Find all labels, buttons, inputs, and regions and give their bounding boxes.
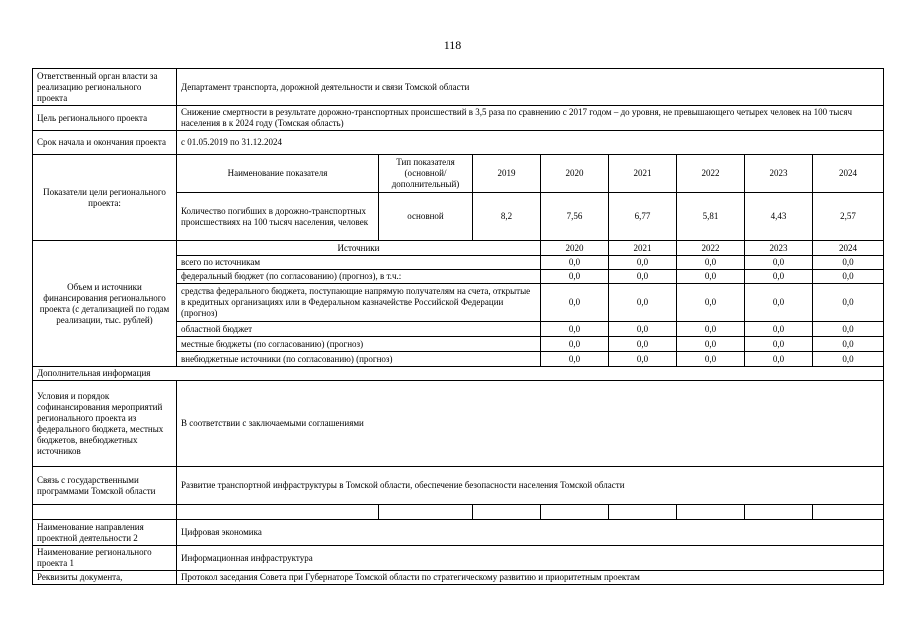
financing-value: 0,0 (813, 270, 884, 284)
empty-cell (677, 505, 745, 520)
empty-cell (379, 505, 473, 520)
financing-year-header: 2021 (609, 241, 677, 256)
financing-label: Объем и источники финансирования регионального проекта (с детализацией по годам реализации, тыс. рублей) (33, 241, 177, 367)
empty-cell (177, 505, 379, 520)
financing-value: 0,0 (677, 270, 745, 284)
empty-cell (609, 505, 677, 520)
financing-year-header: 2020 (541, 241, 609, 256)
indicator-value: 6,77 (609, 193, 677, 241)
financing-value: 0,0 (609, 337, 677, 352)
conditions-row (33, 381, 884, 467)
financing-value: 0,0 (609, 256, 677, 270)
financing-value: 0,0 (745, 352, 813, 367)
period-row (33, 131, 884, 155)
financing-value: 0,0 (745, 256, 813, 270)
financing-value: 0,0 (813, 256, 884, 270)
financing-source-name: всего по источникам (177, 256, 541, 270)
indicator-value: 5,81 (677, 193, 745, 241)
financing-value: 0,0 (609, 352, 677, 367)
financing-value: 0,0 (677, 256, 745, 270)
financing-value: 0,0 (541, 322, 609, 337)
links-row (33, 467, 884, 505)
indicator-value: 7,56 (541, 193, 609, 241)
indicator-value: 4,43 (745, 193, 813, 241)
direction-value: Цифровая экономика (177, 520, 884, 546)
financing-value: 0,0 (813, 322, 884, 337)
indicator-name-header: Наименование показателя (177, 155, 379, 193)
links-label: Связь с государственными программами Томской области (33, 467, 177, 505)
financing-value: 0,0 (677, 284, 745, 322)
indicator-year-header: 2019 (473, 155, 541, 193)
indicator-value: 2,57 (813, 193, 884, 241)
financing-source-name: внебюджетные источники (по согласованию) (прогноз) (177, 352, 541, 367)
conditions-label: Условия и порядок софинансирования мероприятий регионального проекта из федерального бюджета, местных бюджетов, внебюджетных источников (33, 381, 177, 467)
indicator-year-header: 2021 (609, 155, 677, 193)
financing-value: 0,0 (609, 284, 677, 322)
responsible-row (33, 69, 884, 106)
links-value: Развитие транспортной инфраструктуры в Томской области, обеспечение безопасности населения Томской области (177, 467, 884, 505)
empty-cell (813, 505, 884, 520)
additional-row (33, 367, 884, 381)
indicator-name: Количество погибших в дорожно-транспортных происшествиях на 100 тысяч населения, человек (177, 193, 379, 241)
financing-value: 0,0 (813, 284, 884, 322)
responsible-value: Департамент транспорта, дорожной деятельности и связи Томской области (177, 69, 884, 106)
financing-value: 0,0 (677, 322, 745, 337)
period-label: Срок начала и окончания проекта (33, 131, 177, 155)
indicator-year-header: 2023 (745, 155, 813, 193)
financing-value: 0,0 (677, 352, 745, 367)
financing-value: 0,0 (541, 337, 609, 352)
additional-label: Дополнительная информация (33, 367, 884, 381)
financing-value: 0,0 (745, 284, 813, 322)
indicator-year-header: 2024 (813, 155, 884, 193)
empty-row (33, 505, 884, 520)
goal-row (33, 106, 884, 131)
financing-value: 0,0 (541, 352, 609, 367)
requisites-label: Реквизиты документа, (33, 571, 177, 585)
financing-value: 0,0 (813, 352, 884, 367)
indicators-label: Показатели цели регионального проекта: (33, 155, 177, 241)
financing-value: 0,0 (609, 270, 677, 284)
period-value: с 01.05.2019 по 31.12.2024 (177, 131, 884, 155)
financing-value: 0,0 (813, 337, 884, 352)
financing-source-name: областной бюджет (177, 322, 541, 337)
goal-value: Снижение смертности в результате дорожно-транспортных происшествий в 3,5 раза по сравнению с 2017 годом – до уровня, не превышающего четырех человек на 100 тысяч населения в к 2024 году (Томская область) (177, 106, 884, 131)
financing-value: 0,0 (541, 284, 609, 322)
project-name-row (33, 546, 884, 571)
empty-cell (541, 505, 609, 520)
project-name-value: Информационная инфраструктура (177, 546, 884, 571)
page-number: 118 (443, 38, 462, 52)
financing-year-header: 2023 (745, 241, 813, 256)
financing-source-name: федеральный бюджет (по согласованию) (прогноз), в т.ч.: (177, 270, 541, 284)
financing-source-name: средства федерального бюджета, поступающие напрямую получателям на счета, открытые в кредитных организациях или в Федеральном казначействе Российской Федерации (прогноз) (177, 284, 541, 322)
indicators-header-row (33, 155, 884, 193)
direction-label: Наименование направления проектной деятельности 2 (33, 520, 177, 546)
empty-cell (745, 505, 813, 520)
responsible-label: Ответственный орган власти за реализацию регионального проекта (33, 69, 177, 106)
indicator-type-header: Тип показателя (основной/дополнительный) (379, 155, 473, 193)
empty-cell (473, 505, 541, 520)
indicator-year-header: 2020 (541, 155, 609, 193)
financing-value: 0,0 (745, 337, 813, 352)
empty-cell (33, 505, 177, 520)
financing-header-row (33, 241, 884, 256)
indicator-type: основной (379, 193, 473, 241)
direction-row (33, 520, 884, 546)
financing-value: 0,0 (541, 270, 609, 284)
indicator-value: 8,2 (473, 193, 541, 241)
passport-table (32, 68, 884, 585)
project-name-label: Наименование регионального проекта 1 (33, 546, 177, 571)
financing-sources-header: Источники (177, 241, 541, 256)
requisites-row (33, 571, 884, 585)
financing-value: 0,0 (677, 337, 745, 352)
financing-value: 0,0 (745, 270, 813, 284)
conditions-value: В соответствии с заключаемыми соглашениями (177, 381, 884, 467)
financing-value: 0,0 (541, 256, 609, 270)
financing-value: 0,0 (745, 322, 813, 337)
financing-year-header: 2024 (813, 241, 884, 256)
financing-source-name: местные бюджеты (по согласованию) (прогноз) (177, 337, 541, 352)
financing-year-header: 2022 (677, 241, 745, 256)
requisites-value: Протокол заседания Совета при Губернаторе Томской области по стратегическому развитию и приоритетным проектам (177, 571, 884, 585)
indicator-year-header: 2022 (677, 155, 745, 193)
goal-label: Цель регионального проекта (33, 106, 177, 131)
financing-value: 0,0 (609, 322, 677, 337)
